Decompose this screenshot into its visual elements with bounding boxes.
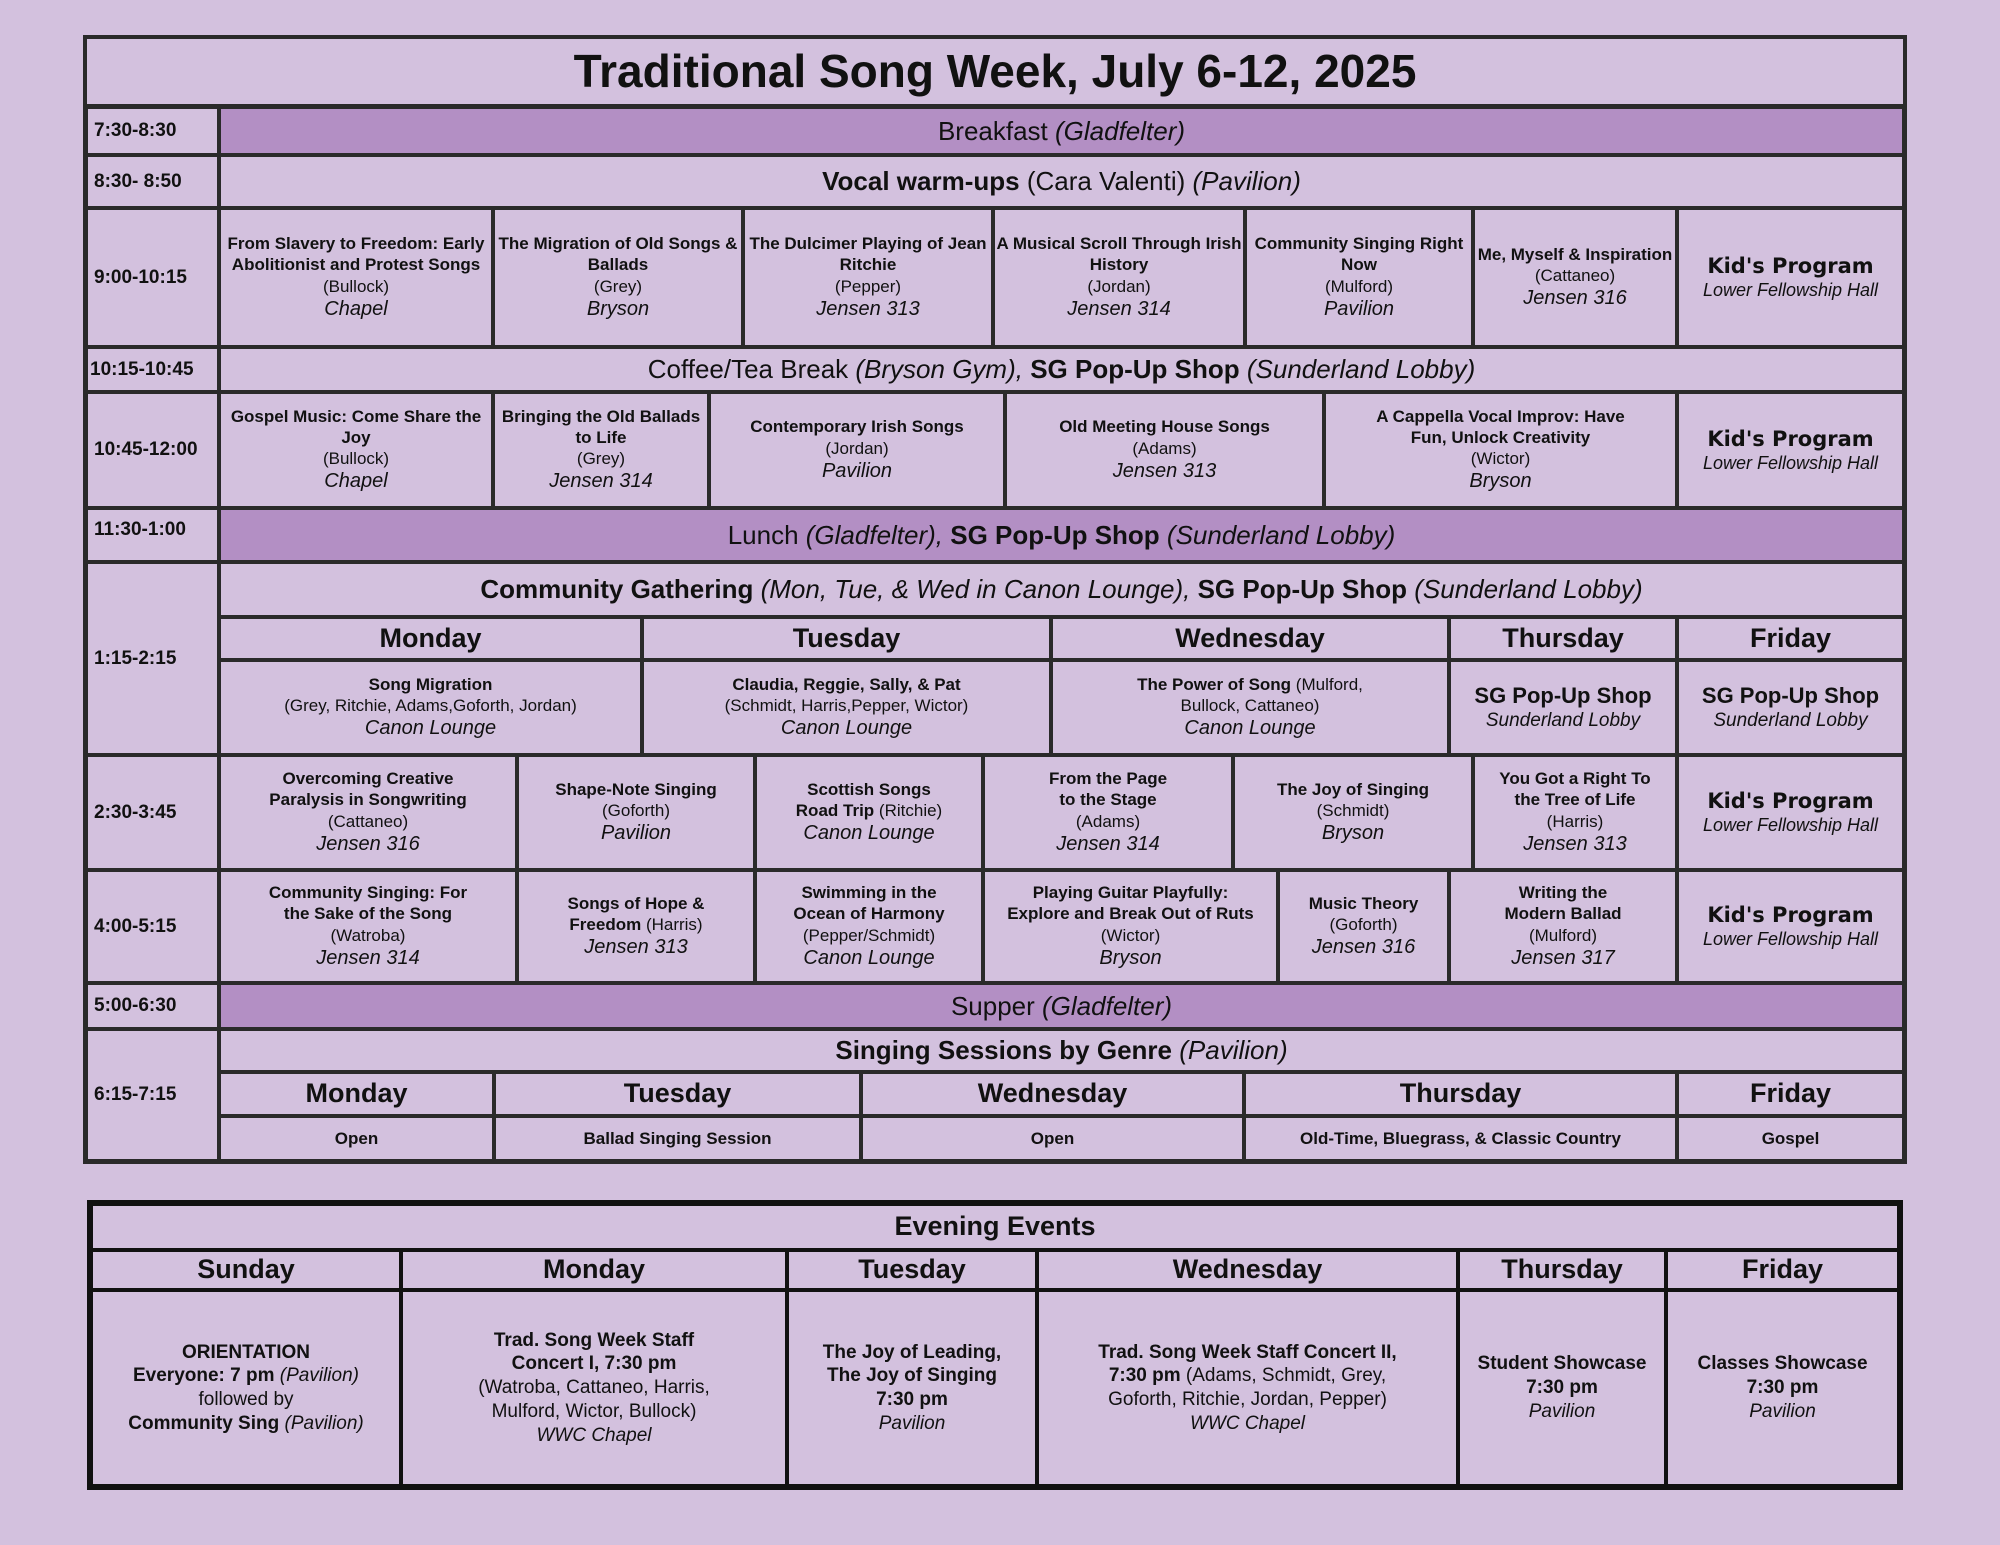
class-title: Swimming in the Ocean of Harmony: [793, 883, 945, 924]
time-breakfast: [85, 106, 220, 156]
time-lunch: [85, 507, 220, 563]
day-header-friday: [1676, 616, 1905, 661]
item-room: Canon Lounge: [1184, 717, 1316, 740]
day-label: Thursday: [1399, 1078, 1522, 1109]
class-leader: (Pepper/Schmidt): [802, 925, 936, 945]
class-leader: (Mulford): [1528, 925, 1597, 945]
genre-cell: [860, 1115, 1245, 1162]
warmup-place: (Pavilion): [1192, 166, 1301, 197]
session-day-friday: [1676, 1071, 1905, 1117]
session-day-monday: [218, 1071, 495, 1117]
day-label: Tuesday: [792, 622, 901, 653]
class-room: Pavilion: [821, 459, 893, 482]
genre-label: Open: [1030, 1128, 1075, 1148]
class-room: Jensen 313: [1523, 832, 1627, 855]
class-cell: [218, 207, 494, 348]
genre-label: Old-Time, Bluegrass, & Classic Country: [1300, 1128, 1621, 1148]
coffee-shop: SG Pop-Up Shop: [1030, 354, 1240, 385]
class-title: The Joy of Singing: [1276, 779, 1430, 799]
gathering-item: [1676, 659, 1905, 756]
session-day-thursday: [1243, 1071, 1678, 1117]
class-title: Writing the Modern Ballad: [1504, 883, 1622, 924]
gathering-bar: [218, 561, 1905, 618]
breakfast-bar: [218, 106, 1905, 156]
event-line: Classes Showcase: [1697, 1353, 1868, 1375]
time-block3: [85, 754, 220, 871]
class-leader: (Cattaneo): [327, 811, 409, 831]
class-title: Playing Guitar Playfully: Explore and Break Out of Ruts: [1007, 883, 1254, 924]
supper-text: [951, 990, 1172, 1023]
coffee-place: (Bryson Gym),: [855, 354, 1023, 385]
class-cell: [492, 391, 710, 509]
day-label: Tuesday: [623, 1078, 732, 1109]
evening-event-thursday: [1457, 1289, 1667, 1487]
event-text: 7:30 pm: [1108, 1365, 1181, 1387]
time-block2: [85, 391, 220, 509]
class-leader: (Wictor): [1100, 925, 1161, 945]
breakfast-label: Breakfast: [937, 115, 1048, 146]
class-cell: [1323, 391, 1678, 509]
day-label: Monday: [305, 1078, 408, 1109]
evening-title-text: Evening Events: [894, 1211, 1096, 1242]
class-room: Chapel: [324, 470, 388, 493]
supper-place: (Gladfelter): [1042, 990, 1173, 1021]
class-room: Bryson: [1099, 946, 1162, 969]
event-line: The Joy of Singing: [827, 1365, 997, 1387]
class-title: You Got a Right To the Tree of Life: [1499, 769, 1651, 810]
genre-cell: [1243, 1115, 1678, 1162]
day-label: Wednesday: [977, 1078, 1128, 1109]
event-line: [128, 1412, 363, 1436]
warmup-leader: (Cara Valenti): [1026, 166, 1186, 197]
class-title: Shape-Note Singing: [555, 779, 717, 799]
class-cell: [218, 754, 518, 871]
class-room: Jensen 316: [1523, 287, 1627, 310]
item-title: The Power of Song: [1137, 674, 1292, 694]
class-cell: [992, 207, 1246, 348]
class-title: Songs of Hope & Freedom: [567, 893, 705, 934]
class-leader: (Mulford): [1324, 276, 1393, 296]
day-label: Wednesday: [1172, 1254, 1323, 1285]
class-leader: (Adams): [1075, 811, 1141, 831]
class-leader: (Harris): [1546, 811, 1604, 831]
class-leader: (Bullock): [322, 276, 390, 296]
class-leader: (Cattaneo): [1534, 266, 1616, 285]
event-line: Mulford, Wictor, Bullock): [491, 1400, 697, 1422]
class-title: From the Page to the Stage: [1048, 769, 1168, 810]
event-line: The Joy of Leading,: [822, 1341, 1002, 1363]
class-leader: (Grey): [593, 276, 643, 296]
time-block4: [85, 869, 220, 984]
class-cell: [218, 391, 494, 509]
gathering-item: [218, 659, 643, 756]
day-header-thursday: [1448, 616, 1678, 661]
class-room: Jensen 313: [584, 936, 688, 959]
class-title: The Dulcimer Playing of Jean Ritchie: [749, 234, 987, 275]
class-title: Music Theory: [1308, 893, 1419, 913]
item-title: Song Migration: [368, 674, 493, 694]
class-cell: [218, 869, 518, 984]
event-line: Goforth, Ritchie, Jordan, Pepper): [1108, 1389, 1387, 1410]
event-line: Trad. Song Week Staff: [493, 1329, 695, 1351]
class-cell: [1232, 754, 1474, 871]
class-title: Old Meeting House Songs: [1059, 417, 1270, 437]
class-leader: (Watroba): [330, 925, 406, 945]
time-label: 4:00-5:15: [94, 915, 177, 937]
kids-room: Lower Fellowship Hall: [1702, 452, 1879, 473]
gathering-item: [1050, 659, 1450, 756]
class-room: Jensen 314: [1056, 832, 1160, 855]
class-room: Canon Lounge: [803, 946, 935, 969]
kids-room: Lower Fellowship Hall: [1702, 815, 1879, 836]
class-cell: [1448, 869, 1678, 984]
coffee-bar: [218, 346, 1905, 393]
class-room: Jensen 314: [316, 946, 420, 969]
class-title: Community Singing Right Now: [1254, 234, 1464, 275]
class-leader: (Jordan): [1087, 276, 1151, 296]
class-title: A Cappella Vocal Improv: Have Fun, Unlock Creativity: [1376, 406, 1625, 447]
day-label: Friday: [1749, 622, 1832, 653]
class-leader: (Bullock): [322, 449, 390, 469]
class-cell: [982, 869, 1279, 984]
class-cell: [516, 869, 756, 984]
event-line: Trad. Song Week Staff Concert II,: [1098, 1341, 1397, 1363]
time-label: 8:30- 8:50: [94, 170, 182, 192]
class-leader: (Goforth): [601, 801, 671, 820]
class-title: Overcoming Creative Paralysis in Songwriting: [269, 769, 467, 810]
class-room: Jensen 313: [1112, 459, 1217, 482]
time-coffee: [85, 346, 220, 393]
class-title: Contemporary Irish Songs: [750, 417, 964, 437]
lunch-text: [728, 519, 1396, 552]
evening-day-sunday: [90, 1249, 402, 1291]
sessions-bar: [218, 1028, 1905, 1073]
sessions-label: Singing Sessions by Genre: [835, 1035, 1173, 1066]
day-label: Tuesday: [858, 1254, 966, 1285]
genre-label: Gospel: [1761, 1128, 1820, 1148]
kids-label: Kid's Program: [1707, 254, 1874, 279]
class-title: Bringing the Old Ballads to Life: [501, 406, 701, 447]
class-cell: [1004, 391, 1325, 509]
coffee-text: [648, 353, 1476, 386]
day-label: Monday: [542, 1254, 645, 1285]
event-line: Student Showcase: [1477, 1353, 1647, 1375]
time-label: 6:15-7:15: [94, 1084, 177, 1106]
class-room: Chapel: [324, 297, 388, 320]
class-cell: [1472, 207, 1678, 348]
event-line: 7:30 pm: [876, 1389, 948, 1410]
evening-event-friday: [1665, 1289, 1900, 1487]
class-title: Gospel Music: Come Share the Joy: [230, 406, 482, 447]
event-text: Community Sing: [128, 1412, 280, 1434]
class-leader: (Goforth): [1329, 915, 1398, 934]
time-supper: [85, 982, 220, 1030]
genre-cell: [1676, 1115, 1905, 1162]
day-header-wednesday: [1050, 616, 1450, 661]
class-room: Jensen 314: [1067, 297, 1171, 320]
class-room: Canon Lounge: [803, 822, 935, 845]
page-title: [83, 35, 1907, 108]
time-label: 1:15-2:15: [94, 647, 177, 669]
day-label: Thursday: [1501, 1254, 1623, 1285]
warmup-bar: [218, 154, 1905, 209]
class-room: Jensen 317: [1511, 946, 1615, 969]
event-place: (Pavilion): [279, 1365, 359, 1387]
class-title: From Slavery to Freedom: Early Abolitionist and Protest Songs: [227, 234, 485, 275]
event-line: Concert I, 7:30 pm: [511, 1353, 677, 1375]
session-day-tuesday: [493, 1071, 862, 1117]
time-warmup: [85, 154, 220, 209]
gathering-label: Community Gathering: [480, 574, 754, 605]
coffee-shop-place: (Sunderland Lobby): [1246, 354, 1476, 385]
time-label: 5:00-6:30: [94, 995, 177, 1017]
event-text: Everyone: 7 pm: [133, 1365, 275, 1387]
time-block1: [85, 207, 220, 348]
genre-label: Ballad Singing Session: [583, 1128, 772, 1148]
event-line: [133, 1364, 359, 1388]
class-cell: [1472, 754, 1678, 871]
class-room: Jensen 314: [549, 470, 653, 493]
evening-event-tuesday: [786, 1289, 1038, 1487]
coffee-label: Coffee/Tea Break: [647, 354, 849, 385]
title-text: Traditional Song Week, July 6-12, 2025: [573, 44, 1417, 97]
class-title: Community Singing: For the Sake of the Song: [268, 883, 468, 924]
supper-bar: [218, 982, 1905, 1030]
time-label: 2:30-3:45: [94, 801, 177, 823]
event-line: (Watroba, Cattaneo, Harris,: [478, 1377, 710, 1399]
time-gathering: [85, 561, 220, 756]
class-room: Jensen 316: [1311, 936, 1416, 959]
class-cell: [1277, 869, 1450, 984]
event-line: followed by: [198, 1389, 294, 1410]
genre-cell: [218, 1115, 495, 1162]
kids-program-cell: [1676, 754, 1905, 871]
class-leader: (Schmidt): [1316, 801, 1390, 820]
event-line: 7:30 pm: [1526, 1377, 1598, 1399]
item-leader: (Grey, Ritchie, Adams,Goforth, Jordan): [284, 696, 577, 715]
evening-day-wednesday: [1036, 1249, 1459, 1291]
gathering-shop: SG Pop-Up Shop: [1197, 574, 1407, 605]
day-label: Sunday: [197, 1254, 295, 1285]
evening-title: [90, 1203, 1900, 1251]
session-day-wednesday: [860, 1071, 1245, 1117]
gathering-item: [1448, 659, 1678, 756]
class-cell: [754, 754, 984, 871]
event-place: Pavilion: [1528, 1400, 1596, 1422]
class-room: Pavilion: [1323, 297, 1395, 320]
sessions-place: (Pavilion): [1179, 1035, 1288, 1066]
warmup-text: [822, 165, 1301, 198]
event-line: [1109, 1364, 1386, 1388]
day-label: Friday: [1749, 1078, 1832, 1109]
lunch-shop-place: (Sunderland Lobby): [1166, 519, 1396, 550]
item-room: Canon Lounge: [364, 717, 497, 740]
lunch-label: Lunch: [727, 519, 799, 550]
class-leader: (Harris): [645, 915, 703, 934]
kids-label: Kid's Program: [1707, 426, 1874, 451]
event-place: Pavilion: [1749, 1400, 1816, 1422]
evening-event-sunday: [90, 1289, 402, 1487]
class-leader: (Pepper): [834, 276, 902, 296]
evening-event-wednesday: [1036, 1289, 1459, 1487]
class-title: A Musical Scroll Through Irish History: [996, 234, 1242, 275]
class-cell: [492, 207, 744, 348]
class-cell: [708, 391, 1006, 509]
class-title: Scottish Songs Road Trip: [795, 779, 931, 820]
evening-day-friday: [1665, 1249, 1900, 1291]
gathering-shop-place: (Sunderland Lobby): [1414, 574, 1643, 605]
kids-label: Kid's Program: [1707, 903, 1874, 928]
gathering-item: [641, 659, 1052, 756]
class-title: Me, Myself & Inspiration: [1477, 244, 1673, 264]
gathering-place: (Mon, Tue, & Wed in Canon Lounge),: [760, 574, 1191, 605]
class-room: Jensen 313: [816, 297, 920, 320]
time-label: 11:30-1:00: [94, 519, 186, 540]
class-cell: [1244, 207, 1474, 348]
day-header-tuesday: [641, 616, 1052, 661]
evening-day-monday: [400, 1249, 788, 1291]
evening-event-monday: [400, 1289, 788, 1487]
class-room: Bryson: [1321, 822, 1385, 845]
item-title-line: [1120, 674, 1380, 717]
breakfast-text: [938, 115, 1185, 148]
class-cell: [982, 754, 1234, 871]
class-leader: (Adams): [1132, 438, 1197, 458]
event-line: 7:30 pm: [1746, 1377, 1819, 1399]
sessions-text: [835, 1034, 1287, 1067]
day-label: Friday: [1741, 1254, 1824, 1285]
time-sessions: [85, 1028, 220, 1162]
class-leader: (Ritchie): [878, 801, 943, 820]
kids-label: Kid's Program: [1707, 789, 1874, 814]
day-label: Wednesday: [1175, 622, 1325, 653]
class-leader: (Grey): [576, 449, 626, 469]
item-title: Claudia, Reggie, Sally, & Pat: [732, 674, 961, 694]
class-leader: (Jordan): [825, 438, 889, 458]
event-place: WWC Chapel: [536, 1424, 652, 1446]
day-label: Monday: [379, 622, 482, 653]
item-room: Sunderland Lobby: [1485, 710, 1641, 732]
item-title: SG Pop-Up Shop: [1474, 682, 1652, 708]
day-label: Thursday: [1502, 622, 1624, 653]
time-label: 7:30-8:30: [94, 120, 177, 142]
kids-program-cell: [1676, 391, 1905, 509]
warmup-label: Vocal warm-ups: [822, 166, 1020, 197]
class-title-line: [784, 779, 954, 822]
event-line: ORIENTATION: [181, 1341, 311, 1363]
time-label: 10:45-12:00: [94, 439, 198, 461]
class-cell: [754, 869, 984, 984]
evening-day-tuesday: [786, 1249, 1038, 1291]
time-label: 9:00-10:15: [94, 266, 187, 288]
lunch-shop: SG Pop-Up Shop: [950, 519, 1160, 550]
class-title-line: [556, 893, 716, 936]
supper-label: Supper: [950, 990, 1035, 1021]
class-room: Jensen 316: [316, 832, 420, 855]
event-place: WWC Chapel: [1189, 1412, 1306, 1434]
kids-room: Lower Fellowship Hall: [1702, 929, 1879, 950]
event-place: Pavilion: [878, 1412, 946, 1434]
evening-day-thursday: [1457, 1249, 1667, 1291]
event-text: (Adams, Schmidt, Grey,: [1185, 1365, 1387, 1387]
class-title: The Migration of Old Songs & Ballads: [498, 234, 738, 275]
event-place: (Pavilion): [284, 1412, 364, 1434]
class-room: Bryson: [586, 297, 650, 320]
class-cell: [516, 754, 756, 871]
breakfast-place: (Gladfelter): [1055, 115, 1186, 146]
class-room: Pavilion: [600, 822, 672, 845]
lunch-place: (Gladfelter),: [805, 519, 944, 550]
item-leader: (Mulford, Bullock, Cattaneo): [1180, 674, 1363, 715]
kids-room: Lower Fellowship Hall: [1702, 280, 1879, 301]
day-header-monday: [218, 616, 643, 661]
item-title: SG Pop-Up Shop: [1701, 682, 1880, 708]
genre-cell: [493, 1115, 862, 1162]
item-room: Sunderland Lobby: [1713, 710, 1868, 732]
item-leader: (Schmidt, Harris,Pepper, Wictor): [724, 696, 969, 715]
item-room: Canon Lounge: [780, 717, 913, 740]
kids-program-cell: [1676, 869, 1905, 984]
kids-program-cell: [1676, 207, 1905, 348]
genre-label: Open: [334, 1128, 379, 1148]
time-label: 10:15-10:45: [90, 358, 194, 380]
lunch-bar: [218, 507, 1905, 563]
class-cell: [742, 207, 994, 348]
class-room: Bryson: [1469, 470, 1532, 493]
class-leader: (Wictor): [1470, 449, 1531, 469]
gathering-text: [480, 573, 1642, 606]
